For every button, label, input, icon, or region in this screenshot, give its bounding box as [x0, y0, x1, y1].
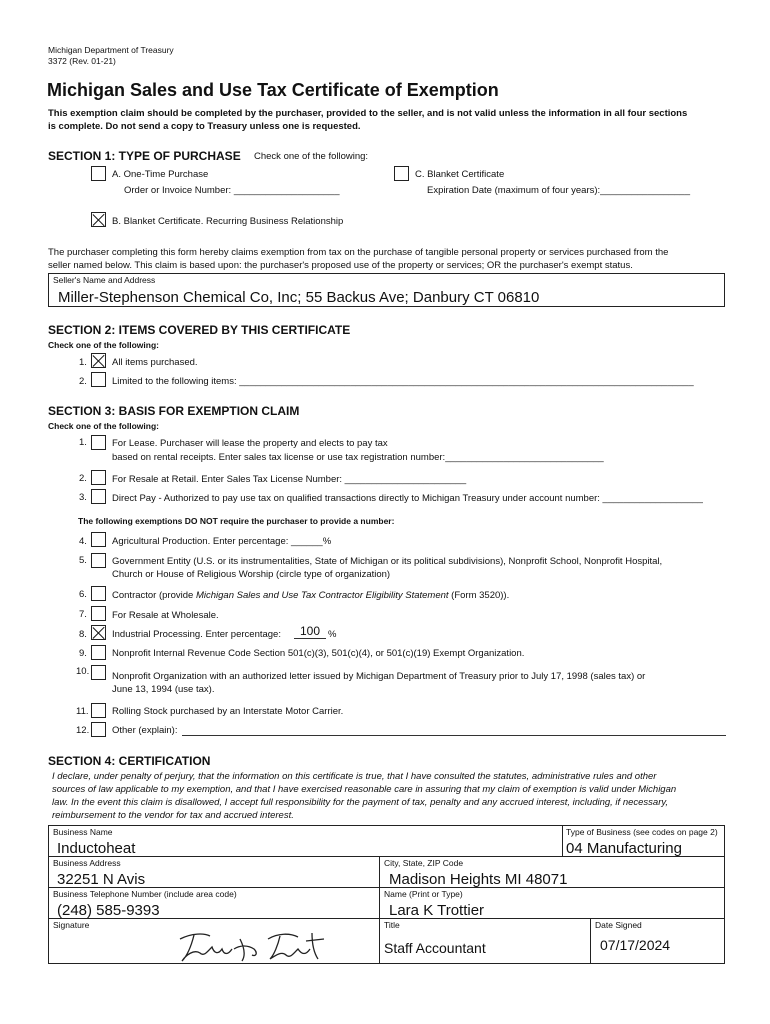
handwritten-signature [174, 925, 334, 965]
blanket-certificate-b-label: B. Blanket Certificate. Recurring Business Relationship [112, 216, 344, 227]
section3-heading: SECTION 3: BASIS FOR EXEMPTION CLAIM [48, 404, 300, 418]
section3-instruction: Check one of the following: [48, 421, 159, 431]
rolling-stock-label: Rolling Stock purchased by an Interstate Motor Carrier. [112, 706, 344, 717]
agricultural-label: Agricultural Production. Enter percentage: ______% [112, 536, 332, 547]
seller-box[interactable] [48, 273, 725, 307]
basis-number: 10. [76, 666, 90, 677]
direct-pay-label: Direct Pay - Authorized to pay use tax on qualified transactions directly to Michigan Treasury under account number: ___________________ [112, 493, 703, 504]
industrial-processing-checkbox[interactable] [91, 625, 106, 640]
declaration-line-2: sources of law applicable to my exemption, and that I have exercised reasonable care in assuring that my claim of exemption is valid under Michigan [52, 784, 677, 795]
nonprofit-irc-checkbox[interactable] [91, 645, 106, 660]
rolling-stock-checkbox[interactable] [91, 703, 106, 718]
declaration-line-1: I declare, under penalty of perjury, that the information on this certificate is true, that I have consulted the statutes, administrative rules and other [52, 771, 657, 782]
nonprofit-letter-checkbox[interactable] [91, 665, 106, 680]
nonprofit-letter-label-2: June 13, 1994 (use tax). [112, 684, 215, 695]
contractor-label: Contractor (provide Michigan Sales and Use Tax Contractor Eligibility Statement (Form 3520)). [112, 590, 510, 601]
form-number: 3372 (Rev. 01-21) [48, 56, 116, 66]
basis-number: 1. [79, 437, 87, 448]
resale-wholesale-checkbox[interactable] [91, 606, 106, 621]
signature-field[interactable] [48, 918, 380, 964]
basis-number: 7. [79, 609, 87, 620]
government-entity-checkbox[interactable] [91, 553, 106, 568]
limited-items-label: Limited to the following items: ______________________________________________________________________________________ [112, 376, 694, 387]
industrial-percentage-value[interactable]: 100 [299, 624, 321, 638]
purchaser-text-line-2: seller named below. This claim is based upon: the purchaser's proposed use of the property or services; OR the purchaser's exempt status. [48, 260, 633, 271]
industrial-processing-label: Industrial Processing. Enter percentage: [112, 629, 281, 640]
direct-pay-checkbox[interactable] [91, 489, 106, 504]
intro-line-1: This exemption claim should be completed by the purchaser, provided to the seller, and is not valid unless the information in all four sections [48, 108, 688, 119]
government-entity-label-2: Church or House of Religious Worship (circle type of organization) [112, 569, 391, 580]
phone-label: Business Telephone Number (include area code) [53, 889, 237, 899]
department-name: Michigan Department of Treasury [48, 45, 174, 55]
business-address-field[interactable] [48, 856, 380, 888]
date-signed-value: 07/17/2024 [600, 937, 671, 953]
date-signed-field[interactable] [590, 918, 725, 964]
all-items-checkbox[interactable] [91, 353, 106, 368]
nonprofit-irc-label: Nonprofit Internal Revenue Code Section 501(c)(3), 501(c)(4), or 501(c)(19) Exempt Organization. [112, 648, 525, 659]
resale-retail-checkbox[interactable] [91, 470, 106, 485]
title-field[interactable] [379, 918, 591, 964]
government-entity-label: Government Entity (U.S. or its instrumentalities, State of Michigan or its political subdivisions), Nonprofit School, Nonprofit Hospital, [112, 556, 663, 567]
phone-value: (248) 585-9393 [57, 902, 160, 919]
declaration-line-4: reimbursement to the vendor for tax and accrued interest. [52, 810, 294, 821]
basis-number: 2. [79, 473, 87, 484]
blanket-certificate-c-checkbox[interactable] [394, 166, 409, 181]
order-number-field[interactable]: Order or Invoice Number: ____________________ [124, 185, 340, 196]
basis-number: 11. [76, 706, 89, 717]
percentage-underline [294, 638, 326, 639]
printed-name-field[interactable] [379, 887, 725, 919]
printed-name-value: Lara K Trottier [389, 902, 485, 919]
basis-number: 5. [79, 555, 87, 566]
business-name-label: Business Name [53, 827, 113, 837]
phone-field[interactable] [48, 887, 380, 919]
basis-number: 6. [79, 589, 87, 600]
for-lease-label: For Lease. Purchaser will lease the property and elects to pay tax [112, 438, 388, 449]
expiration-date-field[interactable]: Expiration Date (maximum of four years):_________________ [427, 185, 690, 196]
resale-retail-label: For Resale at Retail. Enter Sales Tax License Number: _______________________ [112, 474, 467, 485]
for-lease-registration-field[interactable]: based on rental receipts. Enter sales tax license or use tax registration number:______________________________ [112, 452, 604, 463]
city-state-zip-field[interactable] [379, 856, 725, 888]
section1-instruction: Check one of the following: [254, 151, 369, 162]
title-value: Staff Accountant [384, 940, 486, 956]
business-type-label: Type of Business (see codes on page 2) [566, 827, 718, 837]
agricultural-checkbox[interactable] [91, 532, 106, 547]
other-checkbox[interactable] [91, 722, 106, 737]
basis-number: 8. [79, 629, 87, 640]
blanket-certificate-b-checkbox[interactable] [91, 212, 106, 227]
business-type-field[interactable] [562, 825, 725, 857]
date-signed-label: Date Signed [595, 920, 642, 930]
city-state-zip-value: Madison Heights MI 48071 [389, 871, 568, 888]
purchaser-text-line-1: The purchaser completing this form hereby claims exemption from tax on the purchase of tangible personal property or services purchased from the [48, 247, 669, 258]
contractor-checkbox[interactable] [91, 586, 106, 601]
basis-number: 4. [79, 536, 87, 547]
item-number: 1. [79, 357, 87, 368]
business-address-value: 32251 N Avis [57, 871, 146, 888]
page-title: Michigan Sales and Use Tax Certificate of Exemption [47, 80, 499, 100]
title-label: Title [384, 920, 400, 930]
percentage-suffix: % [328, 629, 337, 640]
intro-line-2: is complete. Do not send a copy to Treasury unless one is requested. [48, 121, 361, 132]
seller-value: Miller-Stephenson Chemical Co, Inc; 55 Backus Ave; Danbury CT 06810 [58, 289, 540, 306]
basis-number: 12. [76, 725, 90, 736]
basis-number: 3. [79, 492, 87, 503]
basis-number: 9. [79, 648, 87, 659]
section4-heading: SECTION 4: CERTIFICATION [48, 754, 211, 768]
other-explain-line[interactable] [182, 735, 726, 736]
printed-name-label: Name (Print or Type) [384, 889, 463, 899]
no-number-note: The following exemptions DO NOT require the purchaser to provide a number: [78, 516, 395, 526]
signature-label: Signature [53, 920, 90, 930]
blanket-certificate-c-label: C. Blanket Certificate [415, 169, 505, 180]
business-address-label: Business Address [53, 858, 121, 868]
declaration-line-3: law. In the event this claim is disallowed, I accept full responsibility for the payment of tax, penalty and any accrued interest, including, if necessary, [52, 797, 669, 808]
section1-heading: SECTION 1: TYPE OF PURCHASE [48, 149, 241, 163]
limited-items-checkbox[interactable] [91, 372, 106, 387]
for-lease-checkbox[interactable] [91, 435, 106, 450]
business-name-value: Inductoheat [57, 840, 136, 857]
section2-heading: SECTION 2: ITEMS COVERED BY THIS CERTIFICATE [48, 323, 351, 337]
resale-wholesale-label: For Resale at Wholesale. [112, 610, 219, 621]
one-time-purchase-label: A. One-Time Purchase [112, 169, 209, 180]
business-name-field[interactable] [48, 825, 563, 857]
nonprofit-letter-label: Nonprofit Organization with an authorized letter issued by Michigan Department of Treasury prior to July 17, 1998 (sales tax) or [112, 671, 646, 682]
seller-label: Seller's Name and Address [53, 275, 156, 285]
all-items-label: All items purchased. [112, 357, 198, 368]
section2-instruction: Check one of the following: [48, 340, 159, 350]
business-type-value: 04 Manufacturing [566, 840, 682, 857]
other-label: Other (explain): [112, 725, 178, 736]
one-time-purchase-checkbox[interactable] [91, 166, 106, 181]
item-number: 2. [79, 376, 87, 387]
city-state-zip-label: City, State, ZIP Code [384, 858, 464, 868]
